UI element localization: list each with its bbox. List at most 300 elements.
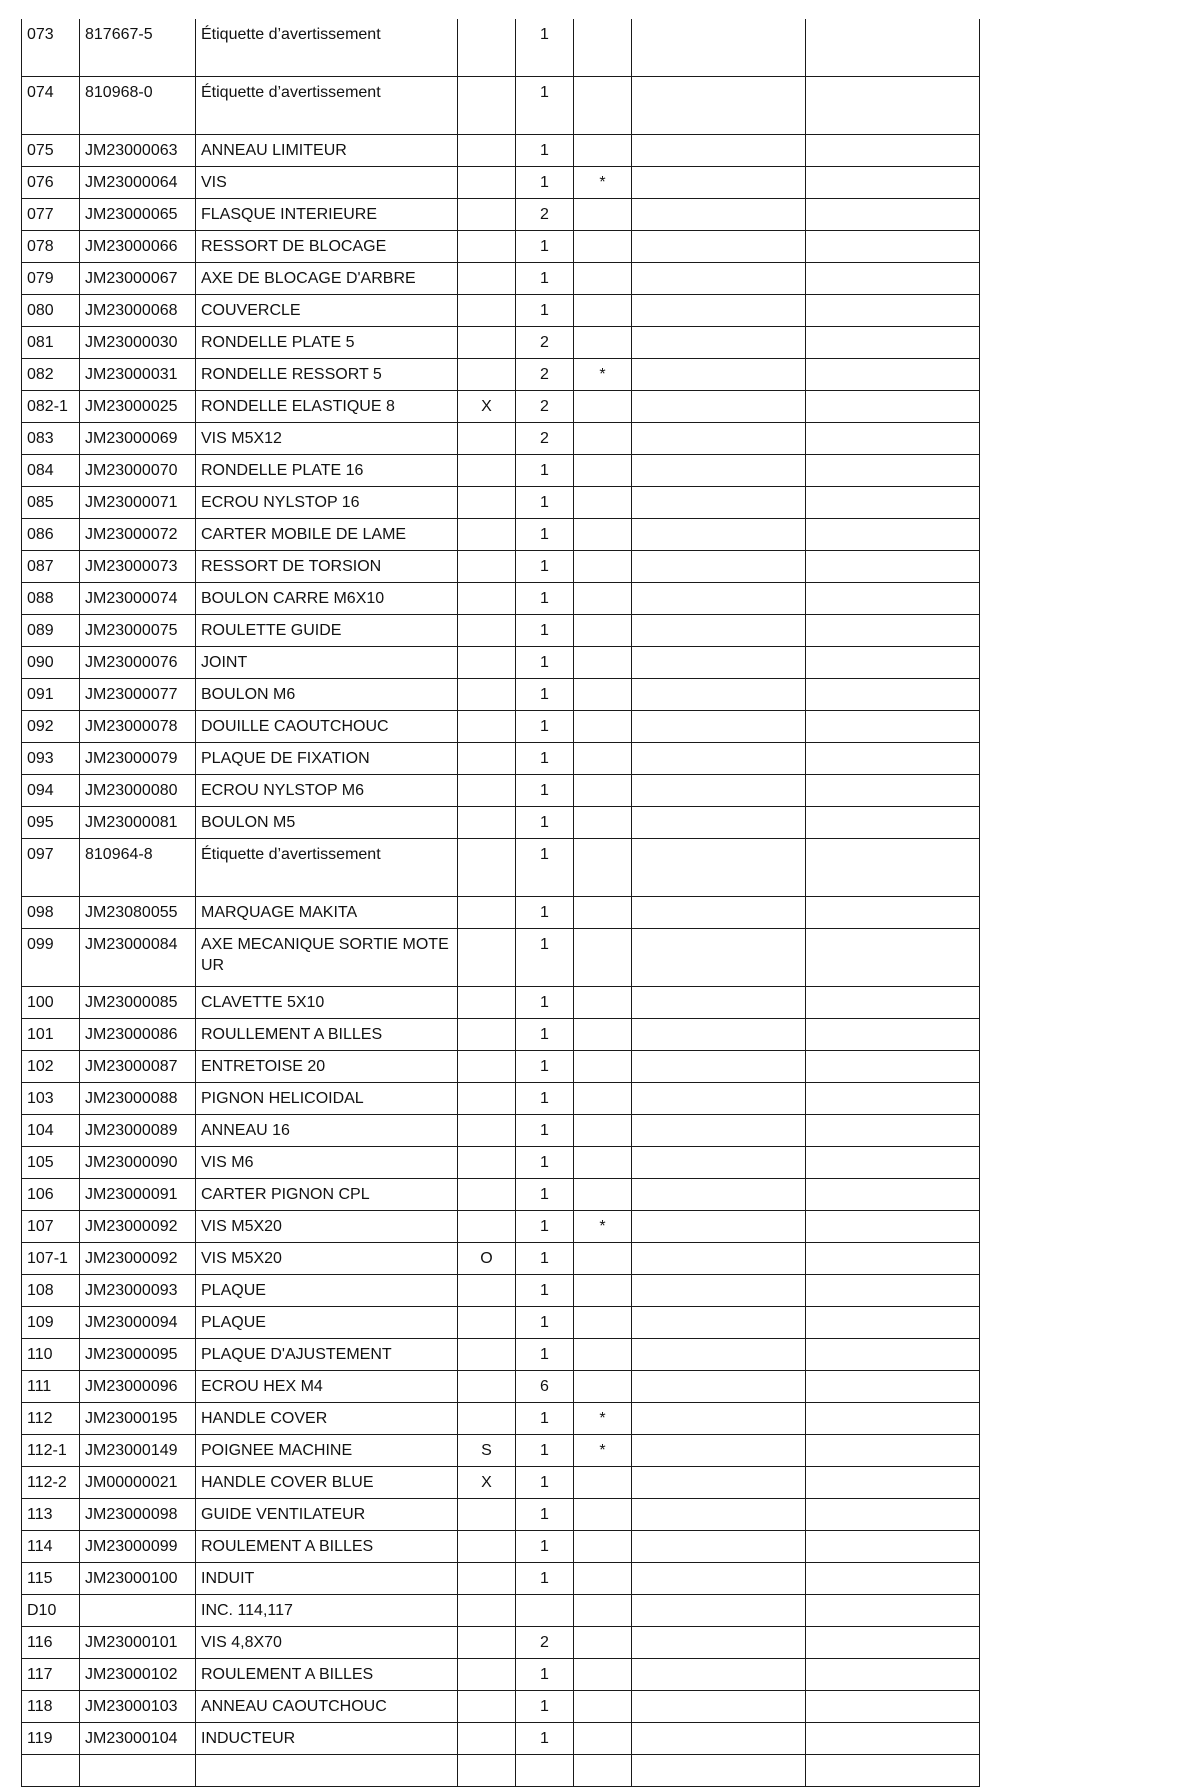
part-code-cell: JM23000095 [80,1339,196,1371]
quantity-cell: 1 [516,487,574,519]
empty-cell-2 [806,327,980,359]
empty-cell-1 [632,615,806,647]
empty-cell-2 [806,1083,980,1115]
table-row [22,1083,980,1115]
part-code-cell: JM23000069 [80,423,196,455]
empty-cell-1 [632,1211,806,1243]
empty-cell-2 [806,1467,980,1499]
marker-cell: * [574,1435,632,1467]
marker-cell [574,1499,632,1531]
empty-cell-1 [632,551,806,583]
note-cell [458,679,516,711]
quantity-cell: 1 [516,1179,574,1211]
item-number-cell: 111 [22,1371,80,1403]
empty-cell-1 [632,1627,806,1659]
table-row [22,1019,980,1051]
description-cell: AXE MECANIQUE SORTIE MOTEUR [196,929,458,987]
item-number-cell: 116 [22,1627,80,1659]
item-number-cell: 084 [22,455,80,487]
table-row [22,807,980,839]
empty-cell-1 [632,1691,806,1723]
empty-cell-2 [806,1211,980,1243]
empty-cell-2 [806,615,980,647]
description-cell: VIS [196,167,458,199]
note-cell [458,1339,516,1371]
description-cell: FLASQUE INTERIEURE [196,199,458,231]
empty-cell-1 [632,1179,806,1211]
quantity-cell: 1 [516,1435,574,1467]
empty-cell-2 [806,1755,980,1787]
table-row [22,1627,980,1659]
part-code-cell: JM23000084 [80,929,196,987]
table-row [22,1435,980,1467]
quantity-cell: 1 [516,807,574,839]
quantity-cell: 1 [516,1403,574,1435]
item-number-cell: 082 [22,359,80,391]
quantity-cell: 1 [516,929,574,987]
empty-cell-1 [632,19,806,77]
empty-cell-1 [632,743,806,775]
description-cell: ANNEAU 16 [196,1115,458,1147]
table-row [22,1563,980,1595]
marker-cell [574,455,632,487]
description-cell: INDUIT [196,1563,458,1595]
marker-cell: * [574,167,632,199]
quantity-cell: 1 [516,711,574,743]
marker-cell [574,77,632,135]
note-cell [458,987,516,1019]
quantity-cell: 1 [516,1051,574,1083]
part-code-cell: JM23000067 [80,263,196,295]
note-cell [458,519,516,551]
note-cell [458,77,516,135]
part-code-cell: JM23000089 [80,1115,196,1147]
marker-cell [574,775,632,807]
note-cell [458,1499,516,1531]
table-row [22,1147,980,1179]
marker-cell [574,711,632,743]
table-row [22,327,980,359]
table-row [22,679,980,711]
note-cell [458,711,516,743]
marker-cell [574,1691,632,1723]
empty-cell-1 [632,1243,806,1275]
table-row [22,1051,980,1083]
empty-cell-2 [806,1019,980,1051]
quantity-cell: 1 [516,1659,574,1691]
note-cell [458,327,516,359]
table-row [22,839,980,897]
item-number-cell: 075 [22,135,80,167]
part-code-cell: JM23080055 [80,897,196,929]
note-cell [458,135,516,167]
table-row [22,647,980,679]
description-cell: INDUCTEUR [196,1723,458,1755]
quantity-cell: 2 [516,391,574,423]
marker-cell [574,839,632,897]
note-cell [458,1371,516,1403]
part-code-cell: JM23000070 [80,455,196,487]
part-code-cell: JM23000101 [80,1627,196,1659]
marker-cell [574,929,632,987]
quantity-cell: 1 [516,1211,574,1243]
description-cell: ROULLEMENT A BILLES [196,1019,458,1051]
empty-cell-1 [632,897,806,929]
empty-cell-1 [632,807,806,839]
quantity-cell: 1 [516,1499,574,1531]
marker-cell [574,423,632,455]
table-row [22,615,980,647]
note-cell [458,199,516,231]
part-code-cell: JM23000074 [80,583,196,615]
item-number-cell: 104 [22,1115,80,1147]
item-number-cell: 095 [22,807,80,839]
note-cell [458,1531,516,1563]
item-number-cell: 078 [22,231,80,263]
part-code-cell: JM23000091 [80,1179,196,1211]
quantity-cell: 1 [516,1147,574,1179]
description-cell: JOINT [196,647,458,679]
empty-cell-2 [806,519,980,551]
empty-cell-1 [632,839,806,897]
part-code-cell: JM23000080 [80,775,196,807]
marker-cell [574,987,632,1019]
table-row [22,167,980,199]
table-row [22,231,980,263]
note-cell [458,551,516,583]
item-number-cell: 100 [22,987,80,1019]
item-number-cell: 082-1 [22,391,80,423]
part-code-cell: 810968-0 [80,77,196,135]
note-cell [458,807,516,839]
empty-cell-2 [806,897,980,929]
quantity-cell: 1 [516,1083,574,1115]
empty-cell-1 [632,1531,806,1563]
description-cell: ROULEMENT A BILLES [196,1531,458,1563]
note-cell [458,897,516,929]
empty-cell-2 [806,1499,980,1531]
table-row [22,295,980,327]
empty-cell-1 [632,1403,806,1435]
table-row [22,359,980,391]
item-number-cell: 086 [22,519,80,551]
marker-cell [574,199,632,231]
quantity-cell: 1 [516,455,574,487]
marker-cell [574,679,632,711]
item-number-cell: 103 [22,1083,80,1115]
marker-cell [574,487,632,519]
part-code-cell: JM23000086 [80,1019,196,1051]
empty-cell-2 [806,775,980,807]
quantity-cell: 1 [516,583,574,615]
marker-cell [574,519,632,551]
table-row [22,263,980,295]
item-number-cell: 081 [22,327,80,359]
description-cell: AXE DE BLOCAGE D'ARBRE [196,263,458,295]
part-code-cell: JM23000096 [80,1371,196,1403]
item-number-cell: 097 [22,839,80,897]
note-cell [458,1627,516,1659]
empty-cell-2 [806,1691,980,1723]
empty-cell-1 [632,647,806,679]
item-number-cell: 090 [22,647,80,679]
empty-cell-1 [632,391,806,423]
description-cell: RONDELLE PLATE 16 [196,455,458,487]
item-number-cell: 101 [22,1019,80,1051]
empty-cell-2 [806,423,980,455]
item-number-cell: 087 [22,551,80,583]
quantity-cell: 1 [516,231,574,263]
table-row [22,1275,980,1307]
description-cell: RONDELLE ELASTIQUE 8 [196,391,458,423]
description-cell: ANNEAU LIMITEUR [196,135,458,167]
table-row [22,1723,980,1755]
quantity-cell: 1 [516,1275,574,1307]
description-cell: BOULON CARRE M6X10 [196,583,458,615]
empty-cell-2 [806,1595,980,1627]
item-number-cell: 085 [22,487,80,519]
item-number-cell: 089 [22,615,80,647]
empty-cell-2 [806,807,980,839]
empty-cell-2 [806,647,980,679]
note-cell [458,1211,516,1243]
note-cell [458,1403,516,1435]
quantity-cell [516,1595,574,1627]
note-cell [458,775,516,807]
item-number-cell: 076 [22,167,80,199]
part-code-cell: JM23000073 [80,551,196,583]
empty-cell-2 [806,679,980,711]
empty-cell-2 [806,1147,980,1179]
empty-cell-2 [806,487,980,519]
marker-cell [574,1531,632,1563]
part-code-cell: JM23000072 [80,519,196,551]
empty-cell-2 [806,77,980,135]
empty-cell-2 [806,743,980,775]
marker-cell [574,1179,632,1211]
note-cell [458,455,516,487]
empty-cell-1 [632,1371,806,1403]
empty-cell-2 [806,1659,980,1691]
table-row [22,519,980,551]
empty-cell-1 [632,295,806,327]
empty-cell-1 [632,199,806,231]
part-code-cell: JM23000076 [80,647,196,679]
quantity-cell: 1 [516,615,574,647]
item-number-cell: 112-1 [22,1435,80,1467]
note-cell [458,615,516,647]
part-code-cell: JM23000071 [80,487,196,519]
description-cell: BOULON M5 [196,807,458,839]
description-cell: MARQUAGE MAKITA [196,897,458,929]
table-row [22,423,980,455]
marker-cell [574,647,632,679]
item-number-cell: 118 [22,1691,80,1723]
item-number-cell: 117 [22,1659,80,1691]
marker-cell [574,1147,632,1179]
marker-cell [574,263,632,295]
empty-cell-1 [632,1115,806,1147]
marker-cell [574,1755,632,1787]
part-code-cell: JM23000065 [80,199,196,231]
parts-list-page [21,19,979,1787]
quantity-cell: 1 [516,1019,574,1051]
table-row [22,455,980,487]
part-code-cell: JM23000079 [80,743,196,775]
part-code-cell: JM23000102 [80,1659,196,1691]
table-row [22,19,980,77]
item-number-cell: 112 [22,1403,80,1435]
item-number-cell: 115 [22,1563,80,1595]
quantity-cell: 6 [516,1371,574,1403]
item-number-cell: 114 [22,1531,80,1563]
part-code-cell: JM23000092 [80,1211,196,1243]
description-cell: Étiquette d’avertissement [196,77,458,135]
description-cell: RESSORT DE BLOCAGE [196,231,458,263]
item-number-cell: D10 [22,1595,80,1627]
empty-cell-2 [806,199,980,231]
table-row [22,391,980,423]
table-row [22,1307,980,1339]
table-row [22,1499,980,1531]
empty-cell-2 [806,551,980,583]
marker-cell [574,897,632,929]
table-row [22,551,980,583]
empty-cell-2 [806,1051,980,1083]
empty-cell-1 [632,455,806,487]
note-cell [458,743,516,775]
description-cell: VIS M5X20 [196,1211,458,1243]
description-cell: RESSORT DE TORSION [196,551,458,583]
note-cell [458,1083,516,1115]
note-cell [458,487,516,519]
marker-cell [574,551,632,583]
table-row [22,1179,980,1211]
item-number-cell: 119 [22,1723,80,1755]
table-row [22,897,980,929]
part-code-cell: JM23000149 [80,1435,196,1467]
note-cell [458,359,516,391]
quantity-cell: 1 [516,1115,574,1147]
quantity-cell: 2 [516,359,574,391]
empty-cell-1 [632,1147,806,1179]
part-code-cell: JM23000075 [80,615,196,647]
empty-cell-1 [632,519,806,551]
empty-cell-1 [632,1467,806,1499]
empty-cell-2 [806,1243,980,1275]
note-cell [458,1147,516,1179]
empty-cell-2 [806,1115,980,1147]
empty-cell-1 [632,1595,806,1627]
marker-cell [574,19,632,77]
part-code-cell: JM23000068 [80,295,196,327]
empty-cell-2 [806,231,980,263]
description-cell: RONDELLE RESSORT 5 [196,359,458,391]
quantity-cell: 1 [516,263,574,295]
note-cell: X [458,391,516,423]
empty-cell-2 [806,455,980,487]
item-number-cell: 079 [22,263,80,295]
description-cell: POIGNEE MACHINE [196,1435,458,1467]
note-cell [458,1115,516,1147]
description-cell: Étiquette d’avertissement [196,19,458,77]
part-code-cell: 810964-8 [80,839,196,897]
empty-cell-2 [806,1371,980,1403]
description-cell: VIS M6 [196,1147,458,1179]
marker-cell [574,1243,632,1275]
note-cell [458,1307,516,1339]
marker-cell [574,1019,632,1051]
quantity-cell: 1 [516,295,574,327]
part-code-cell: JM23000098 [80,1499,196,1531]
item-number-cell: 110 [22,1339,80,1371]
table-row [22,1339,980,1371]
part-code-cell: JM23000092 [80,1243,196,1275]
marker-cell [574,1083,632,1115]
note-cell: X [458,1467,516,1499]
empty-cell-1 [632,77,806,135]
note-cell [458,263,516,295]
part-code-cell: JM23000031 [80,359,196,391]
quantity-cell: 2 [516,423,574,455]
description-cell: ROULETTE GUIDE [196,615,458,647]
empty-cell-1 [632,1275,806,1307]
table-row [22,1531,980,1563]
empty-cell-1 [632,1435,806,1467]
marker-cell [574,1723,632,1755]
table-row [22,743,980,775]
empty-cell-2 [806,711,980,743]
part-code-cell: JM23000100 [80,1563,196,1595]
quantity-cell: 2 [516,1627,574,1659]
empty-cell-1 [632,263,806,295]
description-cell: INC. 114,117 [196,1595,458,1627]
part-code-cell: JM23000087 [80,1051,196,1083]
item-number-cell: 080 [22,295,80,327]
part-code-cell: JM00000021 [80,1467,196,1499]
description-cell: CARTER MOBILE DE LAME [196,519,458,551]
description-cell: GUIDE VENTILATEUR [196,1499,458,1531]
description-cell: CLAVETTE 5X10 [196,987,458,1019]
table-row [22,583,980,615]
empty-cell-1 [632,327,806,359]
description-cell: PLAQUE [196,1275,458,1307]
part-code-cell [80,1755,196,1787]
marker-cell [574,295,632,327]
item-number-cell: 083 [22,423,80,455]
marker-cell [574,231,632,263]
quantity-cell: 1 [516,19,574,77]
part-code-cell: JM23000094 [80,1307,196,1339]
part-code-cell: JM23000093 [80,1275,196,1307]
empty-cell-2 [806,1627,980,1659]
note-cell [458,1755,516,1787]
empty-cell-1 [632,1019,806,1051]
empty-cell-2 [806,839,980,897]
empty-cell-2 [806,167,980,199]
description-cell: HANDLE COVER [196,1403,458,1435]
empty-cell-2 [806,1531,980,1563]
empty-cell-1 [632,1307,806,1339]
item-number-cell: 113 [22,1499,80,1531]
note-cell [458,1659,516,1691]
table-row [22,487,980,519]
empty-cell-2 [806,1403,980,1435]
table-row [22,77,980,135]
quantity-cell: 1 [516,1339,574,1371]
marker-cell [574,391,632,423]
table-row [22,1243,980,1275]
